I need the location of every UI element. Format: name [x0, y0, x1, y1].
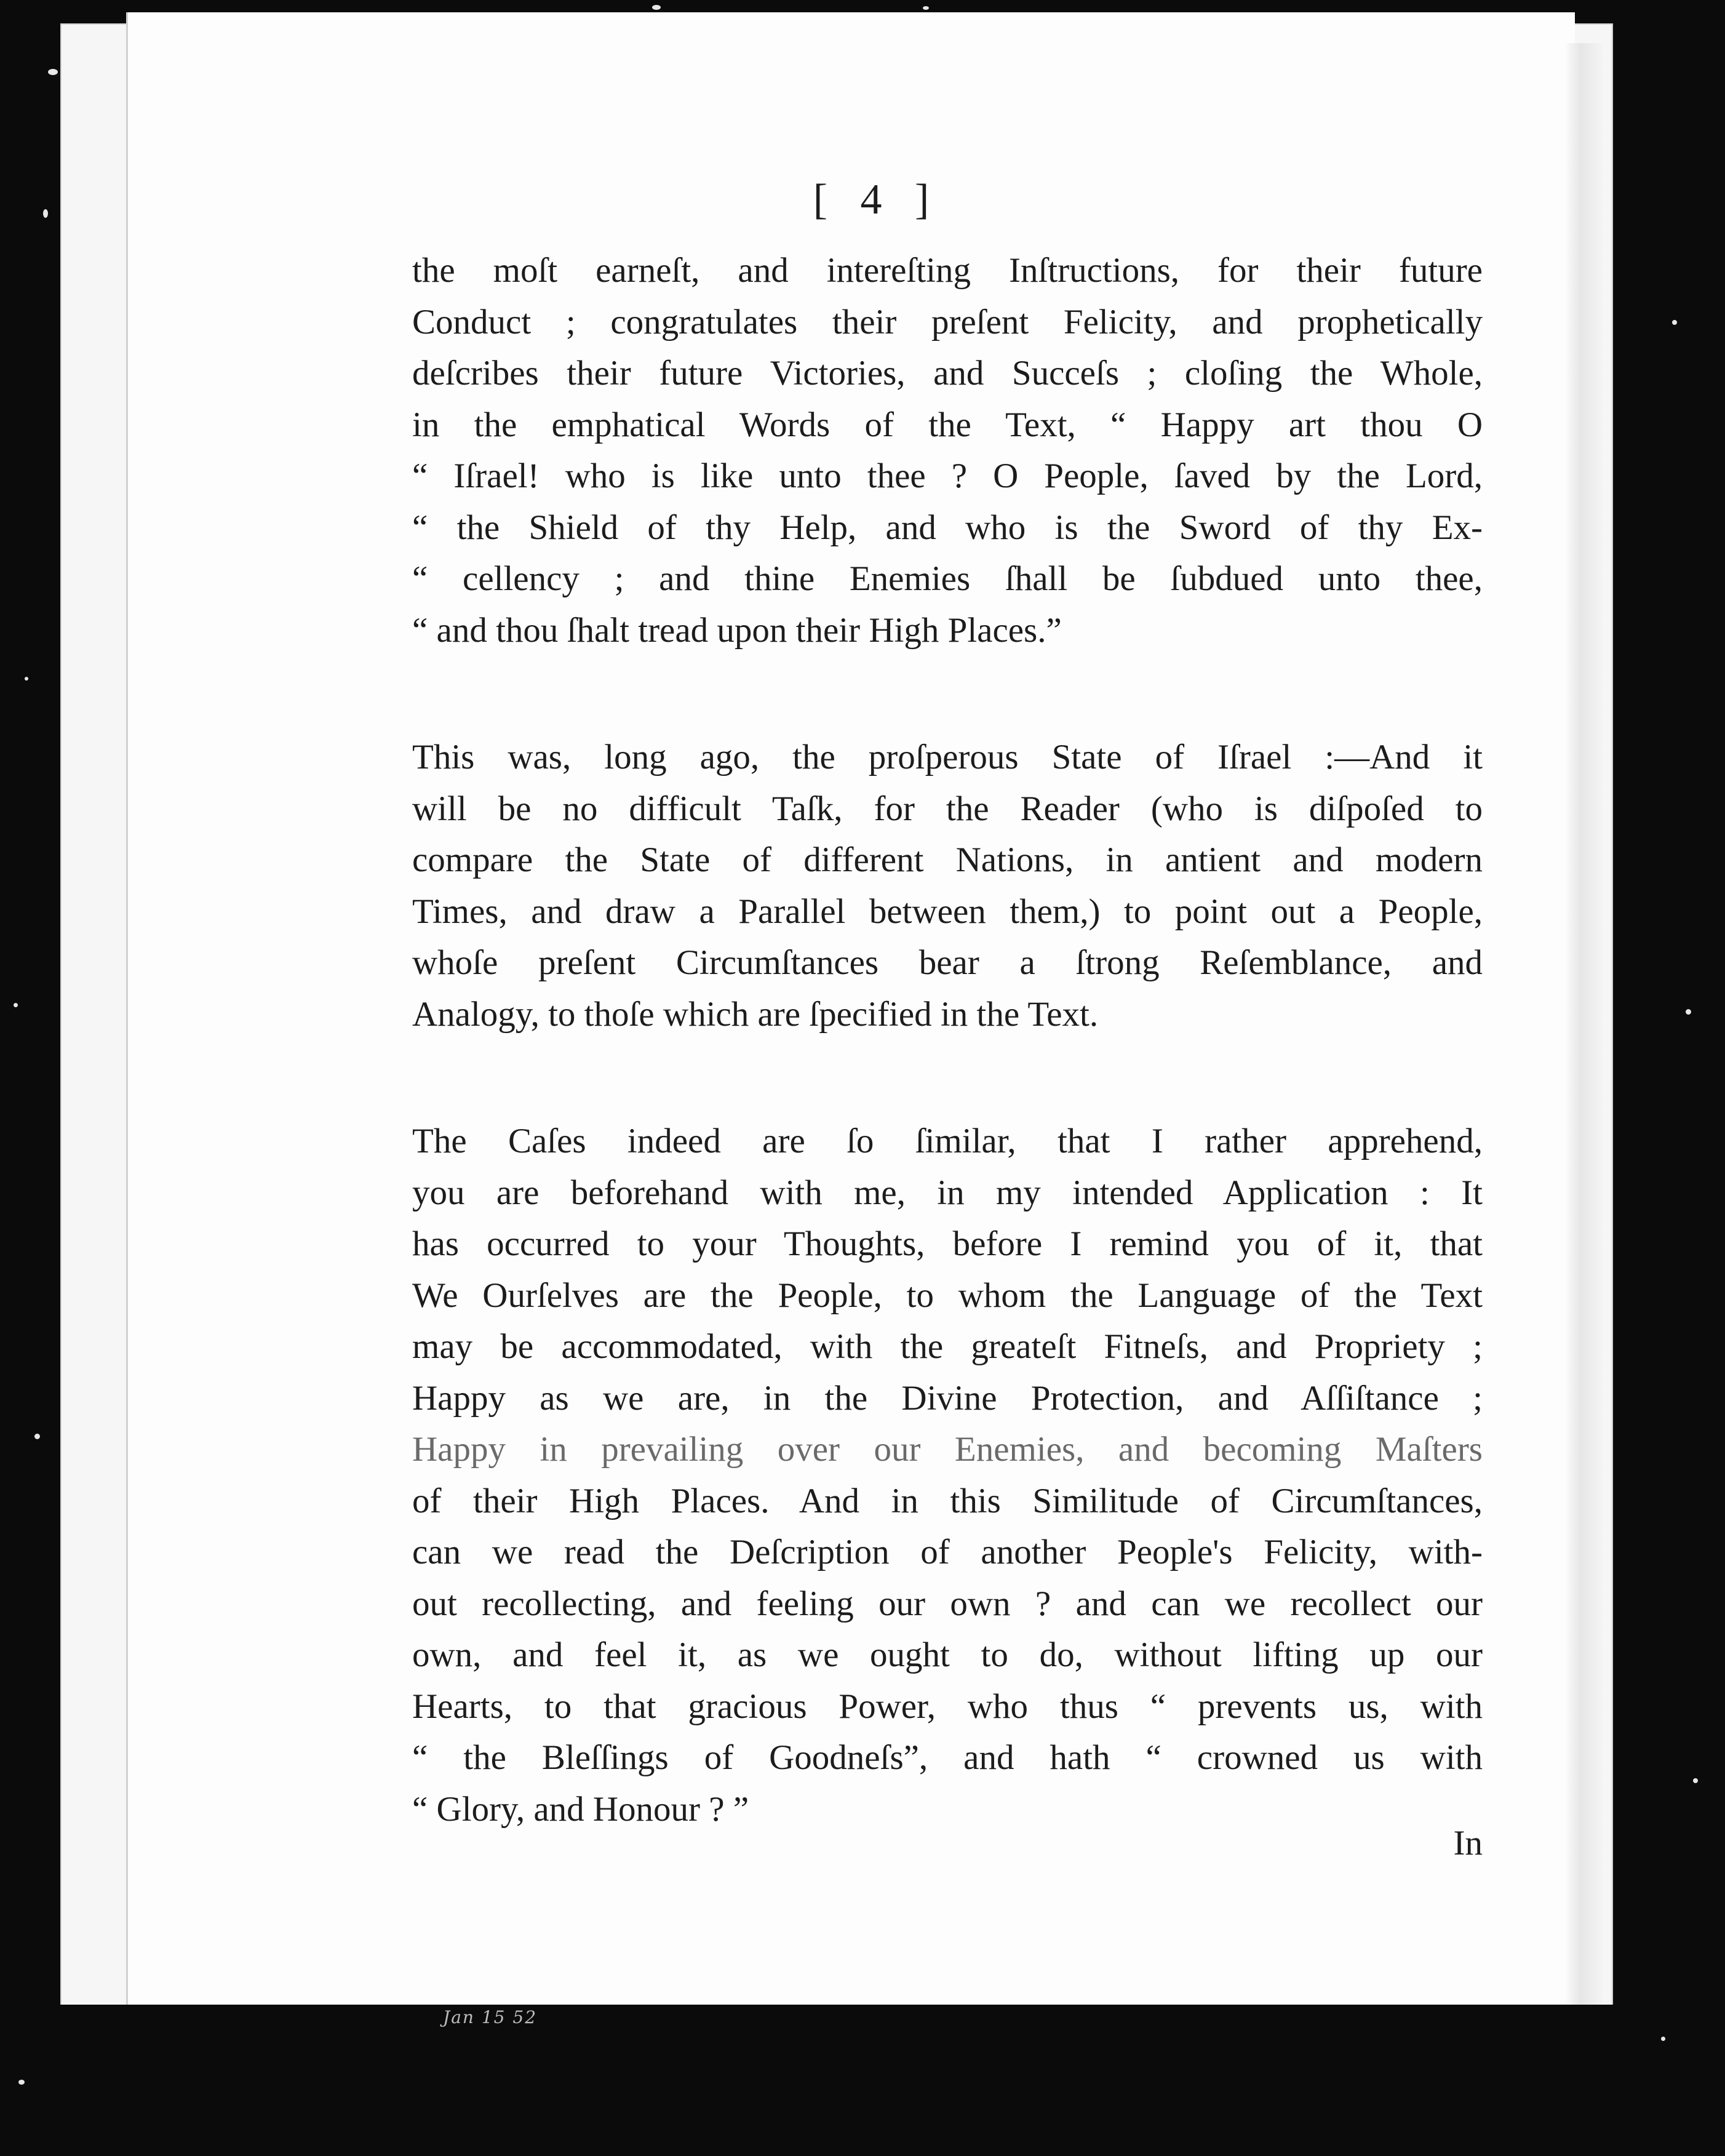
text-line: The Caſes indeed are ſo ſimilar, that I rather apprehend, [412, 1122, 1483, 1160]
text-block [412, 172, 1483, 1869]
page-number: [ 4 ] [813, 176, 941, 223]
text-line: the moſt earneſt, and intereſting Inſtructions, for their future [412, 251, 1483, 290]
film-speck [1693, 1778, 1698, 1783]
text-line: Hearts, to that gracious Power, who thus “ prevents us, with [412, 1687, 1483, 1726]
text-line: “ and thou ſhalt tread upon their High Places.” [412, 610, 1062, 650]
text-line: own, and feel it, as we ought to do, without lifting up our [412, 1635, 1483, 1674]
text-line: Conduct ; congratulates their preſent Felicity, and prophetically [412, 302, 1483, 341]
film-speck [18, 2080, 25, 2085]
film-speck [1686, 1009, 1691, 1015]
text-line: has occurred to your Thoughts, before I remind you of it, that [412, 1224, 1483, 1263]
film-speck [652, 5, 661, 10]
film-speck [1661, 2037, 1665, 2041]
text-line: out recollecting, and feeling our own ? and can we recollect our [412, 1584, 1483, 1623]
paragraph-2 [412, 732, 1483, 1040]
text-line: will be no difficult Taſk, for the Reader (who is diſpoſed to [412, 789, 1483, 828]
film-speck [34, 1434, 40, 1439]
film-speck [1672, 320, 1677, 325]
film-bottom-strip [60, 2005, 1660, 2156]
text-line: “ Glory, and Honour ? ” [412, 1789, 749, 1829]
text-line: We Ourſelves are the People, to whom the Language of the Text [412, 1276, 1483, 1315]
film-speck [43, 209, 48, 218]
text-line: “ the Shield of thy Help, and who is the Sword of thy Ex- [412, 508, 1483, 547]
text-line: compare the State of different Nations, in antient and modern [412, 840, 1483, 879]
text-line: you are beforehand with me, in my intended Application : It [412, 1173, 1483, 1212]
library-stamp: Jan 15 52 [443, 2007, 538, 2027]
paragraph-1 [412, 245, 1483, 656]
text-line: deſcribes their future Victories, and Succeſs ; cloſing the Whole, [412, 354, 1483, 393]
text-line: Happy in prevailing over our Enemies, and becoming Maſters [412, 1430, 1483, 1469]
text-line: “ cellency ; and thine Enemies ſhall be ſubdued unto thee, [412, 559, 1483, 598]
text-line: Analogy, to thoſe which are ſpecified in the Text. [412, 994, 1099, 1034]
text-line: Happy as we are, in the Divine Protection, and Aſſiſtance ; [412, 1378, 1483, 1418]
text-line: can we read the Deſcription of another People's Felicity, with- [412, 1533, 1483, 1571]
text-line: Times, and draw a Parallel between them,) to point out a People, [412, 892, 1483, 931]
paragraph-3 [412, 1116, 1483, 1835]
text-line: of their High Places. And in this Similitude of Circumſtances, [412, 1481, 1483, 1520]
text-line: This was, long ago, the proſperous State of Iſrael :—And it [412, 738, 1483, 777]
catchword: In [1453, 1824, 1483, 1863]
text-line: whoſe preſent Circumſtances bear a ſtrong Reſemblance, and [412, 943, 1483, 982]
page-edge-shadow [1566, 43, 1603, 2006]
text-line: in the emphatical Words of the Text, “ Happy art thou O [412, 405, 1483, 444]
text-line: “ Iſrael! who is like unto thee ? O People, ſaved by the Lord, [412, 457, 1483, 495]
text-line: may be accommodated, with the greateſt Fitneſs, and Propriety ; [412, 1327, 1483, 1366]
film-speck [48, 69, 58, 75]
film-speck [25, 677, 28, 681]
film-speck [923, 6, 929, 10]
text-line: “ the Bleſſings of Goodneſs”, and hath “ crowned us with [412, 1738, 1483, 1777]
film-speck [14, 1003, 18, 1007]
